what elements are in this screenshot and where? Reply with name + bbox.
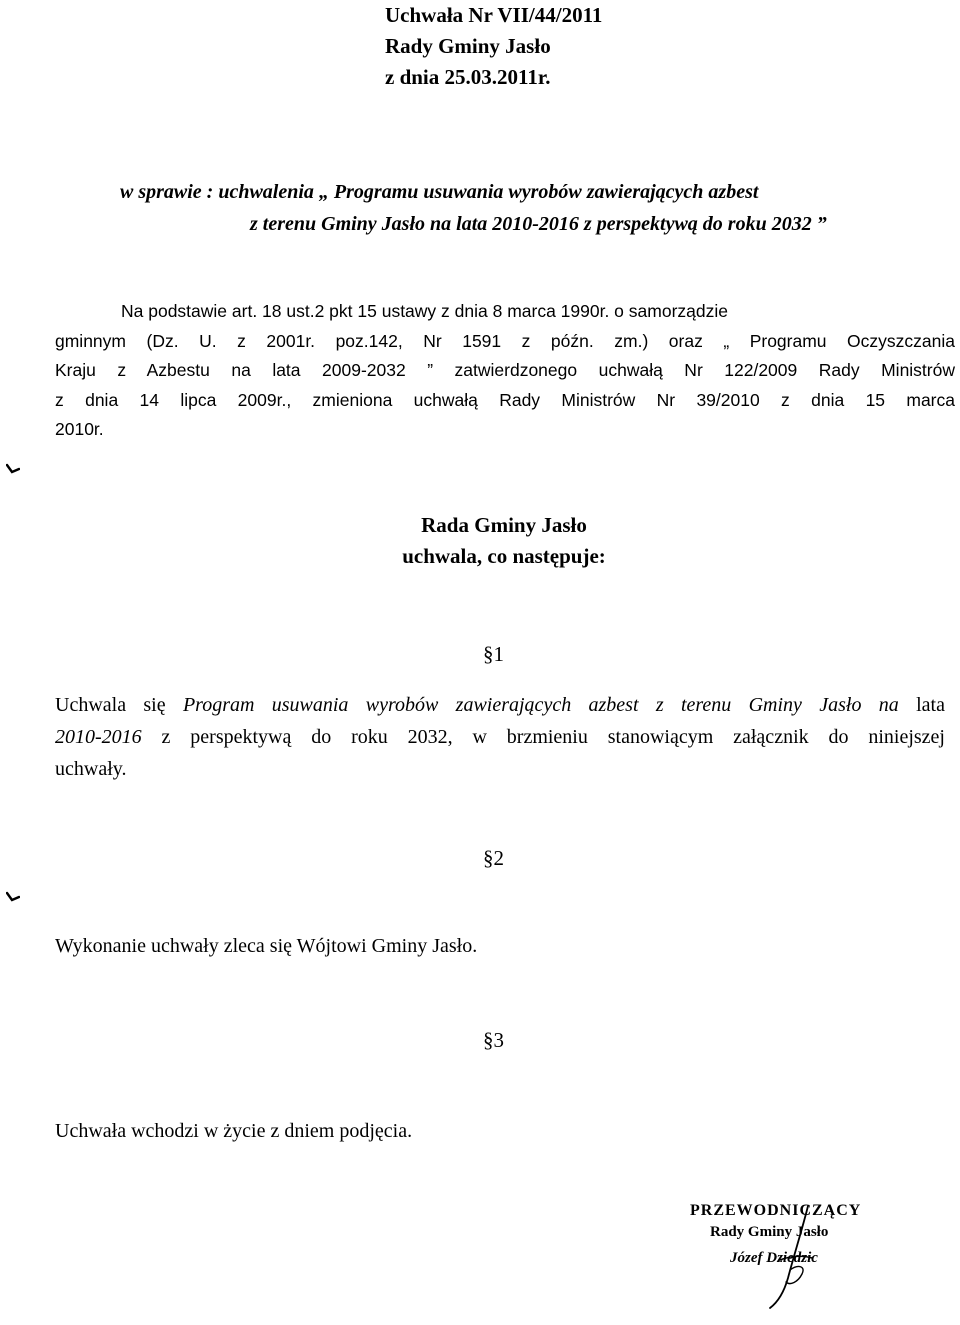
- section-2-text: Wykonanie uchwały zleca się Wójtowi Gminy Jasło.: [55, 935, 478, 957]
- resolution-number: Uchwała Nr VII/44/2011: [385, 3, 603, 27]
- stamp-council: Rady Gminy Jasło: [710, 1224, 829, 1240]
- program-period: 2010-2016: [55, 726, 142, 748]
- section-2-mark: §2: [483, 846, 504, 870]
- legal-basis-line: 2010r.: [55, 419, 104, 439]
- section-3-text: Uchwała wchodzi w życie z dniem podjęcia.: [55, 1120, 413, 1142]
- program-title: Program usuwania wyrobów zawierających azbest z terenu Gminy Jasło na: [182, 694, 899, 716]
- legal-basis-line: z dnia 14 lipca 2009r., zmieniona uchwałą Rady Ministrów Nr 39/2010 z dnia 15 marca: [55, 389, 955, 410]
- handwritten-signature: [690, 1200, 900, 1310]
- section-1-text-a: Uchwala się: [55, 694, 183, 716]
- resolution-date: z dnia 25.03.2011r.: [385, 65, 551, 89]
- section-1-mark: §1: [483, 642, 504, 666]
- section-1-text-c: lata: [898, 694, 945, 716]
- section-1-line: uchwały.: [55, 758, 127, 780]
- legal-basis-line: gminnym (Dz. U. z 2001r. poz.142, Nr 1591 z późn. zm.) oraz „ Programu Oczyszczania: [55, 330, 955, 351]
- council-decision-heading: [0, 510, 960, 572]
- chairman-stamp: [690, 1200, 900, 1310]
- resolution-header: [385, 0, 602, 93]
- subject-line-1: w sprawie : uchwalenia „ Programu usuwania wyrobów zawierających azbest: [120, 181, 759, 203]
- legal-basis-line: Na podstawie art. 18 ust.2 pkt 15 ustawy z dnia 8 marca 1990r. o samorządzie: [121, 301, 728, 321]
- section-1-text-d: z perspektywą do roku 2032, w brzmieniu stanowiącym załącznik do niniejszej: [141, 726, 945, 748]
- legal-basis-paragraph: [55, 297, 960, 445]
- section-3-mark: §3: [483, 1028, 504, 1052]
- resolution-subject: [120, 176, 827, 240]
- council-name-heading: Rada Gminy Jasło: [421, 513, 587, 537]
- council-name: Rady Gminy Jasło: [385, 34, 551, 58]
- section-1-text: [55, 689, 945, 785]
- section-1-line: [55, 689, 945, 721]
- section-1-line: [55, 721, 945, 753]
- decides-heading: uchwala, co następuje:: [402, 544, 606, 568]
- stamp-title: PRZEWODNICZĄCY: [690, 1202, 862, 1219]
- stamp-name: Józef Dziedzic: [730, 1250, 818, 1266]
- margin-tick-mark: [6, 463, 20, 475]
- subject-line-2: z terenu Gminy Jasło na lata 2010-2016 z perspektywą do roku 2032 ”: [250, 213, 827, 235]
- legal-basis-line: Kraju z Azbestu na lata 2009-2032 ” zatwierdzonego uchwałą Nr 122/2009 Rady Ministrów: [55, 360, 955, 380]
- margin-tick-mark: [6, 891, 20, 903]
